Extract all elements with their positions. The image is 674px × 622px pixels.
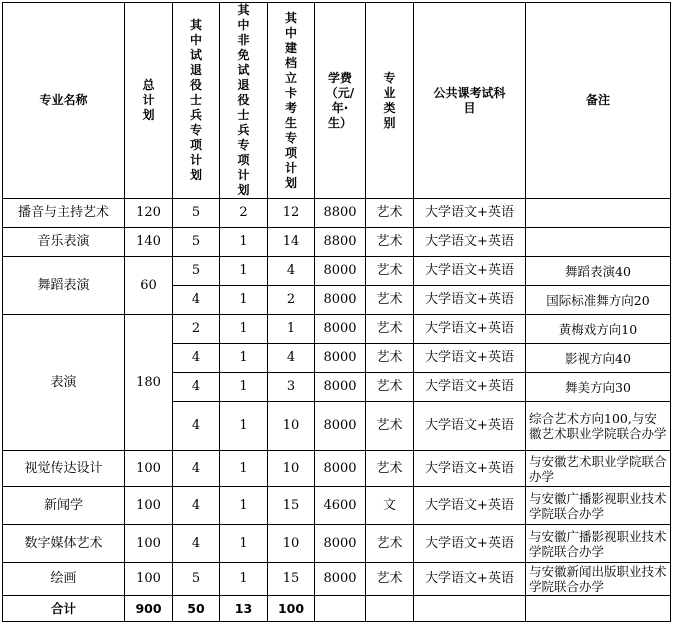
soldier-exam-sum: 50 — [173, 596, 220, 622]
major-name: 舞蹈表演 — [3, 257, 125, 315]
table-row — [3, 228, 671, 257]
tuition-fee: 8000 — [315, 257, 366, 286]
total-plan-sum: 900 — [125, 596, 173, 622]
major-name: 音乐表演 — [3, 228, 125, 257]
soldier-noexam-count: 1 — [220, 257, 268, 286]
tuition-fee: 8800 — [315, 228, 366, 257]
total-label: 合计 — [3, 596, 125, 622]
tuition-fee: 4600 — [315, 487, 366, 525]
total-plan: 120 — [125, 199, 173, 228]
remark — [526, 199, 671, 228]
soldier-exam-count: 4 — [173, 344, 220, 373]
tuition-fee: 8000 — [315, 286, 366, 315]
soldier-exam-count: 4 — [173, 451, 220, 487]
total-plan: 100 — [125, 487, 173, 525]
soldier-noexam-count: 1 — [220, 451, 268, 487]
exam-subjects: 大学语文+英语 — [414, 563, 526, 596]
soldier-noexam-sum: 13 — [220, 596, 268, 622]
registered-card-sum: 100 — [268, 596, 315, 622]
soldier-noexam-count: 1 — [220, 563, 268, 596]
tuition-fee: 8000 — [315, 344, 366, 373]
remark: 舞美方向30 — [526, 373, 671, 402]
enrollment-plan-table — [2, 2, 671, 622]
header-remarks: 备注 — [526, 3, 671, 199]
exam-subjects: 大学语文+英语 — [414, 199, 526, 228]
category: 艺术 — [366, 451, 414, 487]
registered-card-count: 15 — [268, 563, 315, 596]
exam-subjects: 大学语文+英语 — [414, 257, 526, 286]
soldier-exam-count: 5 — [173, 199, 220, 228]
total-plan: 100 — [125, 563, 173, 596]
exam-subjects: 大学语文+英语 — [414, 286, 526, 315]
tuition-fee: 8000 — [315, 315, 366, 344]
exam-subjects: 大学语文+英语 — [414, 525, 526, 563]
soldier-exam-count: 4 — [173, 402, 220, 451]
header-row — [3, 3, 671, 199]
exam-subjects: 大学语文+英语 — [414, 487, 526, 525]
category: 艺术 — [366, 257, 414, 286]
registered-card-count: 1 — [268, 315, 315, 344]
exam-subjects: 大学语文+英语 — [414, 373, 526, 402]
major-name: 表演 — [3, 315, 125, 451]
soldier-noexam-count: 1 — [220, 344, 268, 373]
category: 艺术 — [366, 315, 414, 344]
category: 艺术 — [366, 199, 414, 228]
empty-cell — [315, 596, 366, 622]
exam-subjects: 大学语文+英语 — [414, 344, 526, 373]
header-tuition: 学费（元/年·生） — [325, 70, 355, 130]
remark: 国际标准舞方向20 — [526, 286, 671, 315]
header-total-plan: 总计划 — [142, 78, 155, 122]
tuition-fee: 8000 — [315, 563, 366, 596]
registered-card-count: 14 — [268, 228, 315, 257]
remark: 舞蹈表演40 — [526, 257, 671, 286]
category: 艺术 — [366, 286, 414, 315]
tuition-fee: 8000 — [315, 451, 366, 487]
total-plan: 100 — [125, 525, 173, 563]
soldier-noexam-count: 1 — [220, 525, 268, 563]
registered-card-count: 10 — [268, 402, 315, 451]
category: 文 — [366, 487, 414, 525]
table-row — [3, 487, 671, 525]
registered-card-count: 12 — [268, 199, 315, 228]
remark: 与安徽新闻出版职业技术学院联合办学 — [526, 563, 671, 596]
exam-subjects: 大学语文+英语 — [414, 228, 526, 257]
category: 艺术 — [366, 563, 414, 596]
soldier-exam-count: 4 — [173, 487, 220, 525]
major-name: 数字媒体艺术 — [3, 525, 125, 563]
tuition-fee: 8800 — [315, 199, 366, 228]
header-retired-soldier-noexam: 其中非免试退役士兵专项计划 — [237, 3, 250, 197]
soldier-exam-count: 5 — [173, 257, 220, 286]
category: 艺术 — [366, 525, 414, 563]
category: 艺术 — [366, 402, 414, 451]
remark: 黄梅戏方向10 — [526, 315, 671, 344]
registered-card-count: 15 — [268, 487, 315, 525]
tuition-fee: 8000 — [315, 402, 366, 451]
header-retired-soldier-exam: 其中试退役士兵专项计划 — [189, 18, 202, 182]
remark: 与安徽广播影视职业技术学院联合办学 — [526, 525, 671, 563]
exam-subjects: 大学语文+英语 — [414, 315, 526, 344]
category: 艺术 — [366, 373, 414, 402]
soldier-noexam-count: 1 — [220, 286, 268, 315]
empty-cell — [526, 596, 671, 622]
empty-cell — [414, 596, 526, 622]
total-plan: 180 — [125, 315, 173, 451]
table-row — [3, 563, 671, 596]
soldier-exam-count: 5 — [173, 228, 220, 257]
total-plan: 100 — [125, 451, 173, 487]
soldier-noexam-count: 1 — [220, 228, 268, 257]
table-row — [3, 451, 671, 487]
header-category: 专业类别 — [383, 70, 396, 130]
table-row — [3, 199, 671, 228]
soldier-noexam-count: 1 — [220, 315, 268, 344]
major-name: 视觉传达设计 — [3, 451, 125, 487]
soldier-noexam-count: 2 — [220, 199, 268, 228]
soldier-noexam-count: 1 — [220, 373, 268, 402]
total-row — [3, 596, 671, 622]
soldier-exam-count: 4 — [173, 286, 220, 315]
total-plan: 140 — [125, 228, 173, 257]
header-registered-card: 其中建档立卡考生专项计划 — [284, 10, 297, 190]
remark: 影视方向40 — [526, 344, 671, 373]
tuition-fee: 8000 — [315, 373, 366, 402]
total-plan: 60 — [125, 257, 173, 315]
header-exam-subjects: 公共课考试科目 — [433, 85, 506, 115]
exam-subjects: 大学语文+英语 — [414, 402, 526, 451]
registered-card-count: 10 — [268, 525, 315, 563]
category: 艺术 — [366, 344, 414, 373]
registered-card-count: 2 — [268, 286, 315, 315]
soldier-exam-count: 5 — [173, 563, 220, 596]
major-name: 绘画 — [3, 563, 125, 596]
registered-card-count: 4 — [268, 344, 315, 373]
remark: 综合艺术方向100,与安徽艺术职业学院联合办学 — [526, 402, 671, 451]
soldier-noexam-count: 1 — [220, 487, 268, 525]
remark: 与安徽艺术职业学院联合办学 — [526, 451, 671, 487]
header-name: 专业名称 — [3, 3, 125, 199]
table-row — [3, 257, 671, 286]
empty-cell — [366, 596, 414, 622]
soldier-noexam-count: 1 — [220, 402, 268, 451]
tuition-fee: 8000 — [315, 525, 366, 563]
registered-card-count: 4 — [268, 257, 315, 286]
soldier-exam-count: 4 — [173, 525, 220, 563]
table-row — [3, 315, 671, 344]
soldier-exam-count: 2 — [173, 315, 220, 344]
remark — [526, 228, 671, 257]
major-name: 新闻学 — [3, 487, 125, 525]
exam-subjects: 大学语文+英语 — [414, 451, 526, 487]
registered-card-count: 10 — [268, 451, 315, 487]
registered-card-count: 3 — [268, 373, 315, 402]
remark: 与安徽广播影视职业技术学院联合办学 — [526, 487, 671, 525]
major-name: 播音与主持艺术 — [3, 199, 125, 228]
category: 艺术 — [366, 228, 414, 257]
soldier-exam-count: 4 — [173, 373, 220, 402]
